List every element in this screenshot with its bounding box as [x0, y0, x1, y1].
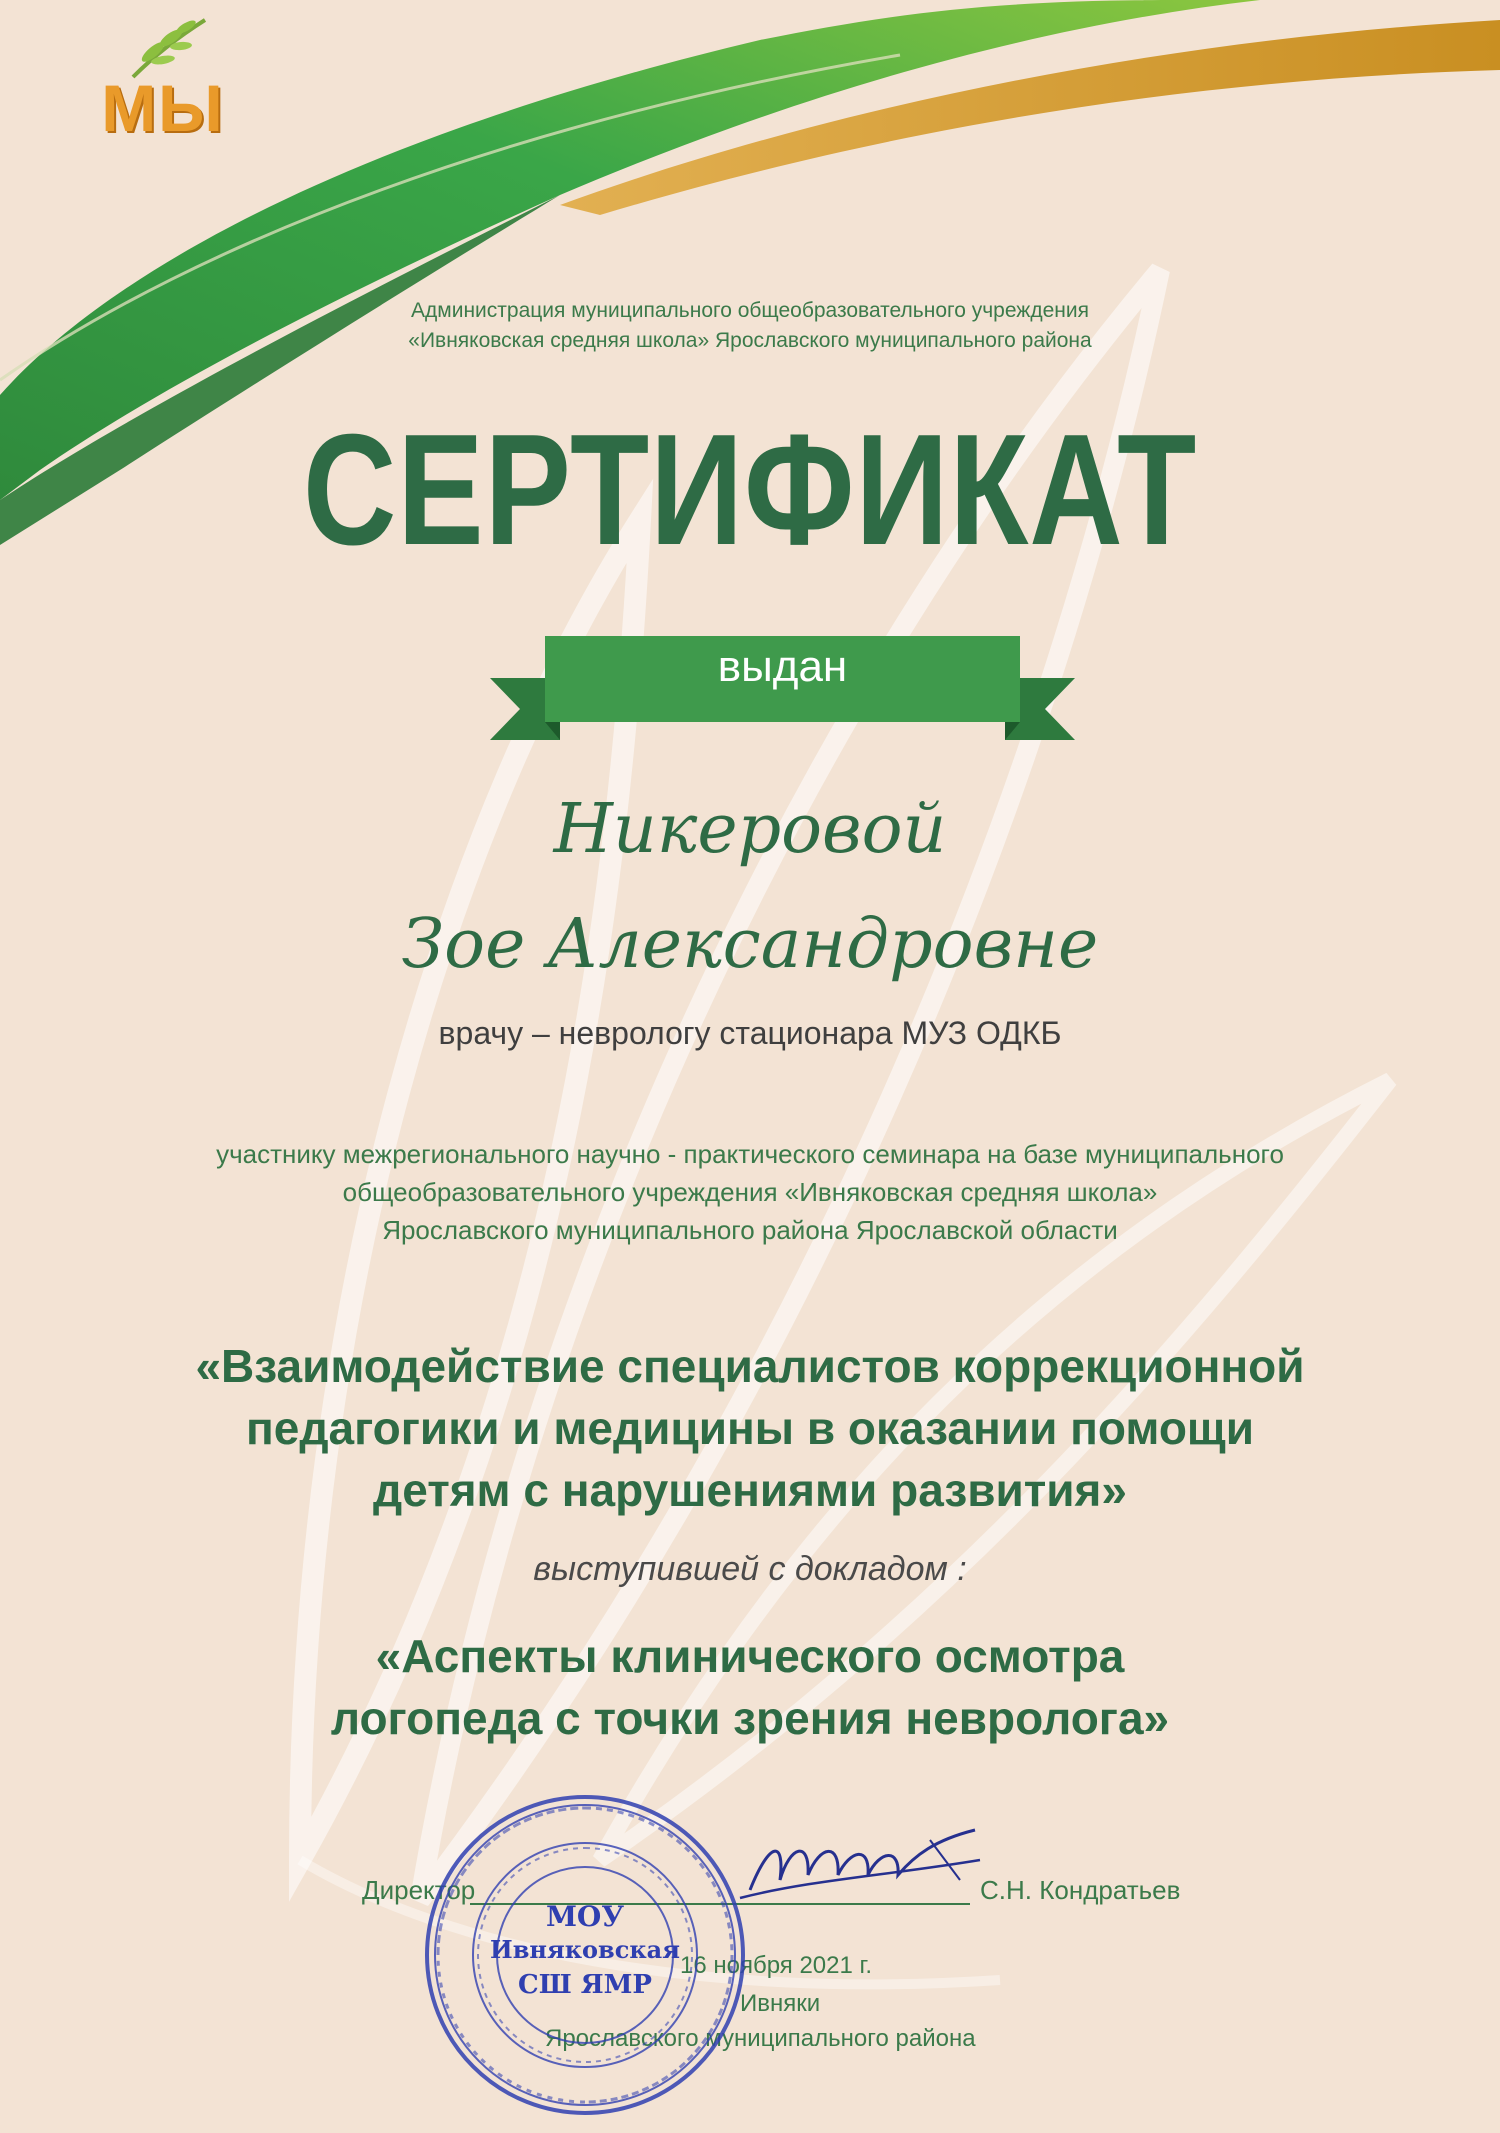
performed-with-report: выступившей с докладом :: [533, 1550, 967, 1588]
issue-place: Ивняки: [740, 1990, 821, 2017]
admin-line-2: «Ивняковская средняя школа» Ярославского муниципального района: [408, 329, 1092, 352]
recipient-position: врачу – неврологу стационара МУЗ ОДКБ: [438, 1015, 1062, 1051]
recipient-surname: Никеровой: [553, 790, 947, 869]
participant-description: [0, 1135, 1500, 1249]
admin-line-1: Администрация муниципального общеобразовательного учреждения: [411, 299, 1089, 322]
seminar-line-3: детям с нарушениями развития»: [373, 1464, 1127, 1516]
report-line-2: логопеда с точки зрения невролога»: [330, 1692, 1170, 1744]
logo-text: МЫ: [101, 71, 225, 145]
director-signature: [730, 1820, 990, 1910]
report-line-1: «Аспекты клинического осмотра: [375, 1630, 1125, 1682]
seminar-line-1: «Взаимодействие специалистов коррекционной: [195, 1340, 1305, 1392]
participant-line-1: участнику межрегионального научно - практического семинара на базе муниципального: [216, 1139, 1284, 1169]
stamp-line-2: Ивняковская: [490, 1935, 680, 1964]
participant-line-3: Ярославского муниципального района Ярославской области: [382, 1215, 1118, 1245]
ribbon-label: выдан: [717, 642, 848, 691]
director-label: Директор: [362, 1875, 476, 1905]
official-stamp: [420, 1790, 750, 2120]
participant-line-2: общеобразовательного учреждения «Ивняковская средняя школа»: [342, 1177, 1158, 1207]
stamp-line-1: МОУ: [545, 1900, 625, 1933]
issue-date: 16 ноября 2021 г.: [680, 1952, 872, 1979]
admin-header: [0, 296, 1500, 356]
logo: [68, 62, 258, 145]
seminar-line-2: педагогики и медицины в оказании помощи: [245, 1402, 1255, 1454]
issue-district: Ярославского муниципального района: [545, 2025, 976, 2052]
seminar-title: [0, 1335, 1500, 1521]
recipient-given-names: Зое Александровне: [401, 905, 1099, 984]
report-title: [0, 1625, 1500, 1749]
director-name: С.Н. Кондратьев: [980, 1875, 1181, 1905]
stamp-line-3: СШ ЯМР: [518, 1970, 652, 2000]
certificate-title: СЕРТИФИКАТ: [302, 402, 1198, 578]
